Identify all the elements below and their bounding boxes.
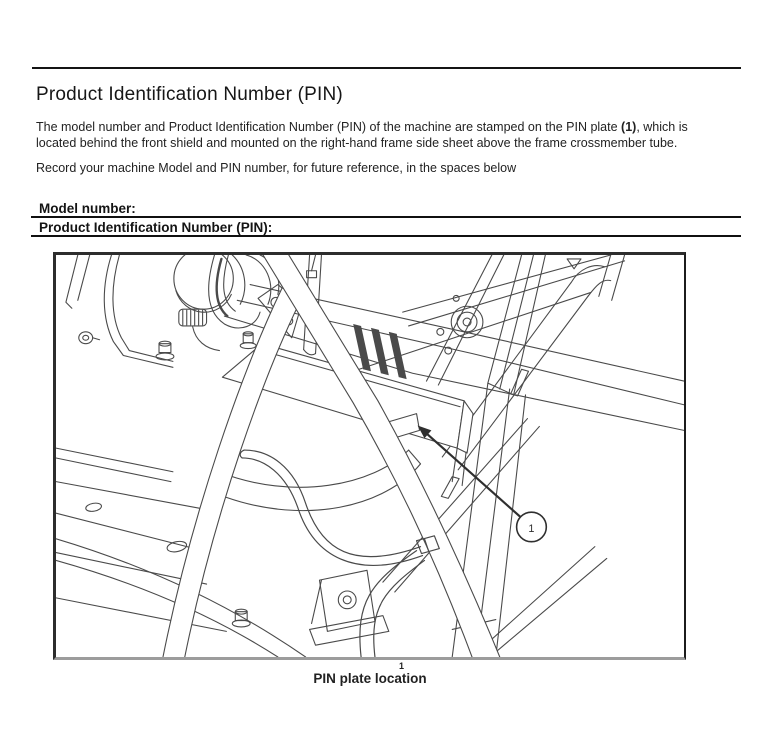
- intro-paragraph: [36, 119, 768, 151]
- model-number-label: Model number:: [39, 201, 136, 216]
- pan-curve: [218, 450, 408, 487]
- drawing-strip: [66, 255, 78, 308]
- muffler: [174, 255, 233, 309]
- pin-label: Product Identification Number (PIN):: [39, 220, 273, 235]
- pin-field: [31, 219, 741, 237]
- grommet: [79, 332, 93, 344]
- machine-drawing: [56, 255, 684, 657]
- callout-arrow: [427, 434, 520, 517]
- support-tube-left: [163, 289, 304, 658]
- callout-number: 1: [528, 522, 535, 535]
- figure-caption: PIN plate location: [313, 671, 427, 686]
- caption-footnote-marker: 1: [399, 661, 405, 671]
- intro-line-1-tail: , which is: [636, 120, 688, 134]
- mount-bracket: [310, 570, 389, 645]
- callout-reference-bold: (1): [621, 120, 637, 134]
- lift-tower: [488, 255, 545, 395]
- figure-frame: [53, 252, 686, 660]
- record-instruction: Record your machine Model and PIN number, for future reference, in the spaces below: [36, 161, 517, 175]
- header-rule: [32, 67, 741, 69]
- shield-panel: [104, 255, 173, 367]
- intro-line-2: located behind the front shield and mounted on the right-hand frame side sheet above the frame crossmember tube.: [36, 136, 678, 150]
- page-title: Product Identification Number (PIN): [36, 84, 343, 105]
- intro-line-1-text: The model number and Product Identification Number (PIN) of the machine are stamped on the PIN plate: [36, 120, 622, 134]
- intro-line-1: [36, 120, 688, 134]
- deck: [56, 448, 205, 509]
- model-number-field: [31, 200, 741, 218]
